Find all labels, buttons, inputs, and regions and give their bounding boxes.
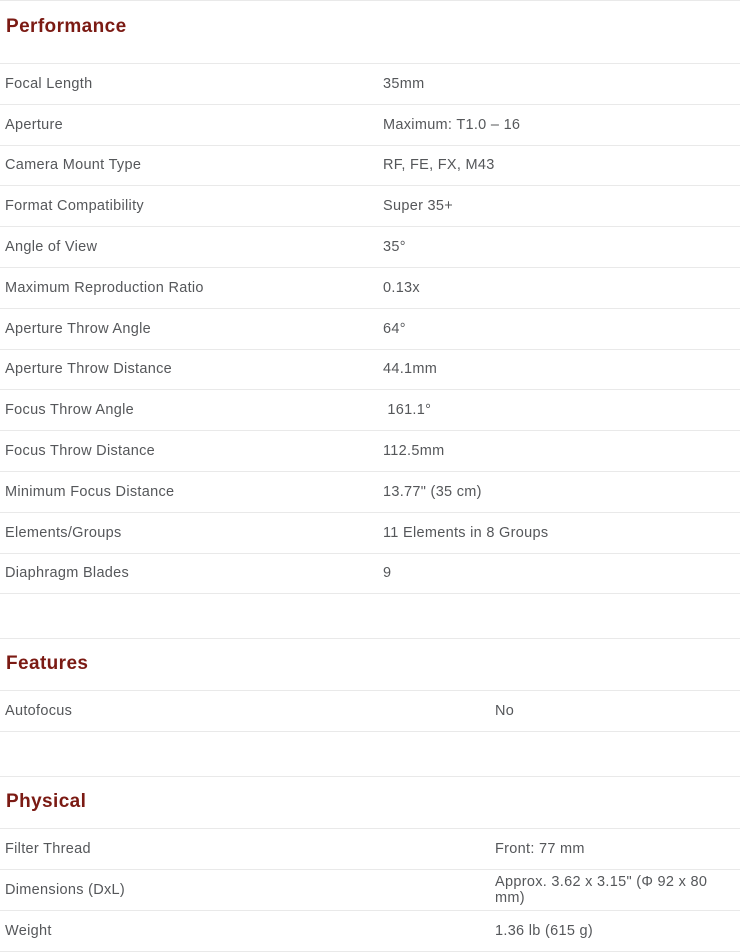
spec-row xyxy=(0,553,740,594)
spec-row xyxy=(0,226,740,267)
spec-row xyxy=(0,869,740,910)
spec-label: Focal Length xyxy=(5,75,93,92)
spec-value: 64° xyxy=(383,320,406,337)
spec-row xyxy=(0,512,740,553)
spec-label: Aperture Throw Distance xyxy=(5,361,173,378)
spec-value: 13.77" (35 cm) xyxy=(383,483,482,500)
spec-label: Angle of View xyxy=(5,239,98,256)
spec-row xyxy=(0,471,740,512)
spec-table xyxy=(0,828,740,951)
spec-label: Minimum Focus Distance xyxy=(5,483,175,500)
spec-label: Elements/Groups xyxy=(5,524,122,541)
spec-value: Front: 77 mm xyxy=(495,841,585,858)
spec-row xyxy=(0,910,740,951)
spec-value: 35° xyxy=(383,239,406,256)
spec-label: Autofocus xyxy=(5,703,73,720)
spec-label: Focus Throw Angle xyxy=(5,402,134,419)
spec-label: Camera Mount Type xyxy=(5,157,142,174)
spec-row xyxy=(0,185,740,226)
section-title: Physical xyxy=(6,791,87,813)
spec-label: Aperture xyxy=(5,116,64,133)
spec-table xyxy=(0,690,740,732)
spec-label: Dimensions (DxL) xyxy=(5,881,126,898)
spec-row xyxy=(0,104,740,145)
spec-label: Format Compatibility xyxy=(5,198,144,215)
spec-row xyxy=(0,389,740,430)
spec-label: Weight xyxy=(5,922,52,939)
spec-value: 9 xyxy=(383,565,392,582)
spec-value: Approx. 3.62 x 3.15" (Φ 92 x 80 mm) xyxy=(495,873,712,906)
section-physical xyxy=(0,776,740,951)
spec-value: Maximum: T1.0 – 16 xyxy=(383,116,521,133)
spec-row xyxy=(0,349,740,390)
section-features xyxy=(0,638,740,732)
spec-row xyxy=(0,308,740,349)
spec-label: Filter Thread xyxy=(5,841,91,858)
spec-value: 1.36 lb (615 g) xyxy=(495,922,594,939)
spec-row xyxy=(0,145,740,186)
spec-value: Super 35+ xyxy=(383,198,454,215)
spec-label: Focus Throw Distance xyxy=(5,443,155,460)
spec-value: 0.13x xyxy=(383,279,420,296)
spec-label: Diaphragm Blades xyxy=(5,565,130,582)
spec-row xyxy=(0,690,740,731)
spec-row xyxy=(0,828,740,869)
spec-label: Maximum Reproduction Ratio xyxy=(5,279,204,296)
spec-value: No xyxy=(495,703,515,720)
spec-table xyxy=(0,63,740,594)
spec-row xyxy=(0,267,740,308)
spec-value: RF, FE, FX, M43 xyxy=(383,157,495,174)
spec-row xyxy=(0,63,740,104)
section-title: Features xyxy=(6,653,89,675)
spec-row xyxy=(0,430,740,471)
spec-value: 161.1° xyxy=(383,402,432,419)
spec-value: 35mm xyxy=(383,75,425,92)
spec-label: Aperture Throw Angle xyxy=(5,320,151,337)
section-title: Performance xyxy=(6,16,127,37)
spec-value: 44.1mm xyxy=(383,361,438,378)
spec-value: 11 Elements in 8 Groups xyxy=(383,524,549,541)
spec-value: 112.5mm xyxy=(383,443,445,460)
